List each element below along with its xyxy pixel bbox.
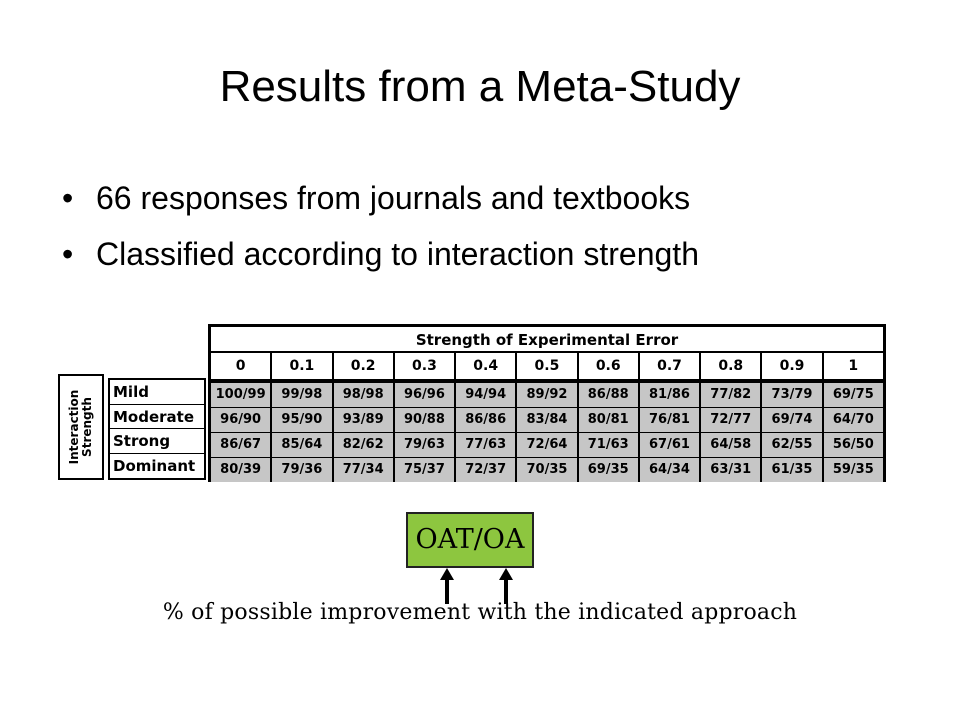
table-cell: 64/58: [699, 433, 760, 457]
table-cell: 77/63: [454, 433, 515, 457]
table-cell: 56/50: [822, 433, 883, 457]
bullet-dot: •: [62, 180, 74, 216]
table-cell: 86/88: [577, 383, 638, 407]
table-cell: 62/55: [760, 433, 821, 457]
bullet-text: 66 responses from journals and textbooks: [96, 180, 691, 216]
row-label: Mild: [110, 380, 204, 405]
bullet-dot: •: [62, 236, 74, 272]
oat-oa-box: OAT/OA: [406, 512, 534, 568]
column-header: 0.5: [515, 353, 576, 379]
table-cell: 76/81: [638, 408, 699, 432]
table-cell: 93/89: [332, 408, 393, 432]
grid-body: [211, 383, 883, 482]
table-cell: 98/98: [332, 383, 393, 407]
table-cell: 100/99: [211, 383, 270, 407]
table-cell: 64/34: [638, 458, 699, 482]
table-cell: 79/36: [270, 458, 331, 482]
column-header: 0.8: [699, 353, 760, 379]
table-row: [211, 383, 883, 407]
column-group-header: Strength of Experimental Error: [211, 327, 883, 353]
row-label: Moderate: [110, 405, 204, 430]
table-row: [211, 457, 883, 482]
table-cell: 82/62: [332, 433, 393, 457]
row-label: Dominant: [113, 456, 196, 475]
table-cell: 86/86: [454, 408, 515, 432]
table-cell: 81/86: [638, 383, 699, 407]
row-labels: [108, 378, 206, 480]
bullet-list: [62, 178, 699, 290]
table-cell: 95/90: [270, 408, 331, 432]
table-cell: 90/88: [393, 408, 454, 432]
table-cell: 67/61: [638, 433, 699, 457]
table-cell: 71/63: [577, 433, 638, 457]
table-cell: 79/63: [393, 433, 454, 457]
table-cell: 96/96: [393, 383, 454, 407]
table-cell: 96/90: [211, 408, 270, 432]
table-cell: 80/81: [577, 408, 638, 432]
table-cell: 69/35: [577, 458, 638, 482]
up-arrow-icon: [498, 568, 514, 604]
results-grid: [208, 324, 886, 482]
table-cell: 63/31: [699, 458, 760, 482]
table-cell: 72/64: [515, 433, 576, 457]
table-cell: 89/92: [515, 383, 576, 407]
table-cell: 77/34: [332, 458, 393, 482]
column-header: 1: [822, 353, 883, 379]
table-cell: 73/79: [760, 383, 821, 407]
column-header: 0.6: [577, 353, 638, 379]
table-cell: 64/70: [822, 408, 883, 432]
column-header: 0.3: [393, 353, 454, 379]
table-row: [211, 432, 883, 457]
table-cell: 77/82: [699, 383, 760, 407]
table-row: [211, 407, 883, 432]
bullet-item: [62, 234, 699, 274]
table-cell: 61/35: [760, 458, 821, 482]
column-header-row: [211, 353, 883, 383]
bullet-item: [62, 178, 699, 218]
up-arrow-icon: [439, 568, 455, 604]
column-header: 0.7: [638, 353, 699, 379]
table-cell: 69/74: [760, 408, 821, 432]
table-cell: 86/67: [211, 433, 270, 457]
table-cell: 72/37: [454, 458, 515, 482]
row-axis-label-box: [58, 374, 104, 480]
table-cell: 99/98: [270, 383, 331, 407]
row-axis-label-line: Strength: [80, 397, 94, 457]
row-axis-label: [68, 390, 94, 465]
table-cell: 83/84: [515, 408, 576, 432]
slide-title: Results from a Meta-Study: [219, 62, 741, 111]
row-axis-label-line: Interaction: [67, 389, 81, 465]
table-cell: 75/37: [393, 458, 454, 482]
column-header: 0.4: [454, 353, 515, 379]
table-cell: 72/77: [699, 408, 760, 432]
column-header: 0: [235, 358, 246, 374]
annotation-caption: % of possible improvement with the indicated approach: [162, 600, 798, 625]
table-cell: 59/35: [822, 458, 883, 482]
table-cell: 70/35: [515, 458, 576, 482]
bullet-text: Classified according to interaction strength: [96, 236, 699, 272]
column-header: 0.1: [270, 353, 331, 379]
table-cell: 80/39: [211, 458, 270, 482]
table-cell: 69/75: [822, 383, 883, 407]
results-table-figure: [58, 324, 886, 484]
table-cell: 85/64: [270, 433, 331, 457]
column-header: 0.9: [760, 353, 821, 379]
row-label: Strong: [110, 429, 204, 454]
column-header: 0.2: [332, 353, 393, 379]
table-cell: 94/94: [454, 383, 515, 407]
